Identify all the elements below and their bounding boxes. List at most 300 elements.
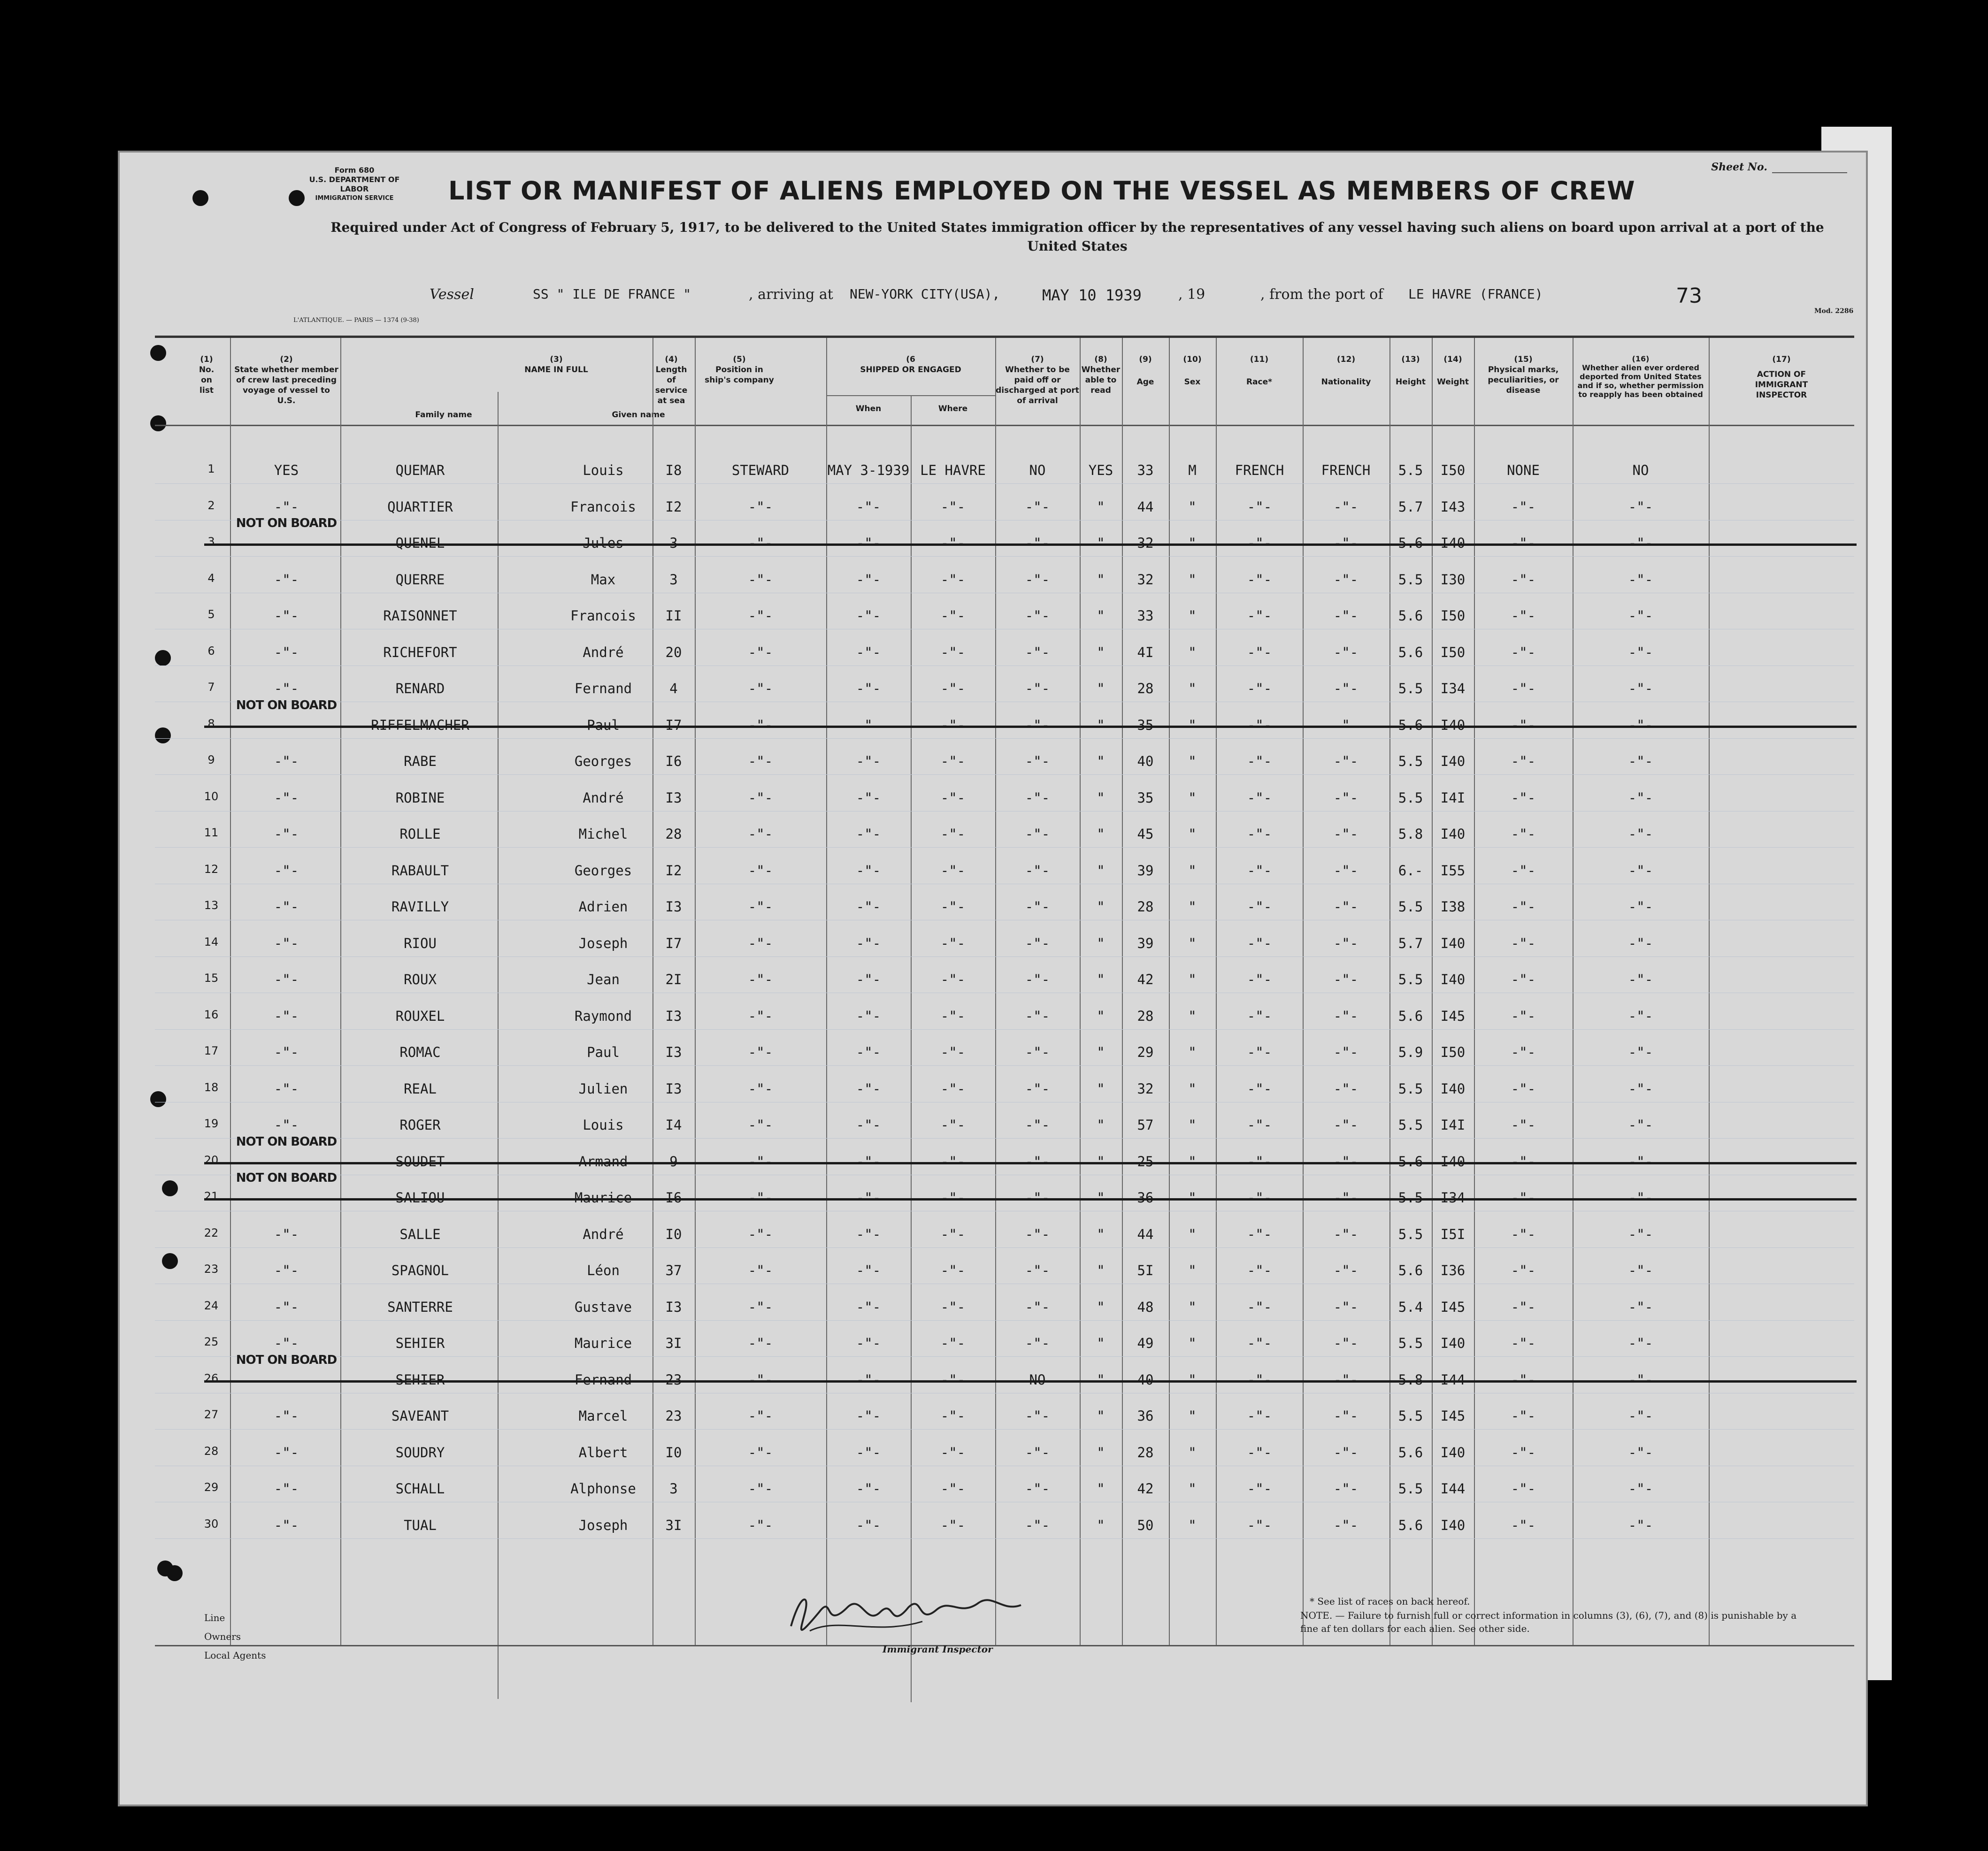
age: 28 <box>1137 899 1154 915</box>
row-number: 11 <box>204 826 219 839</box>
sex: " <box>1188 681 1197 696</box>
shipped-when: " <box>864 717 873 733</box>
race: FRENCH <box>1235 462 1284 478</box>
race: -"- <box>1247 1008 1272 1024</box>
weight: I45 <box>1440 1408 1466 1424</box>
length-of-service: 3 <box>669 535 678 551</box>
age: 35 <box>1137 789 1154 806</box>
length-of-service: I3 <box>665 789 682 806</box>
weight: I30 <box>1440 571 1466 588</box>
sex: " <box>1188 644 1197 660</box>
race: -"- <box>1247 1117 1272 1133</box>
deportation-status: -"- <box>1628 1226 1653 1242</box>
row-number: 7 <box>207 681 215 694</box>
length-of-service: 28 <box>665 826 682 842</box>
nationality: -"- <box>1333 644 1359 660</box>
row-rule <box>155 774 1854 775</box>
height: 5.6 <box>1398 535 1423 551</box>
paid-off: -"- <box>1025 899 1050 915</box>
position: -"- <box>748 1335 773 1351</box>
footer-rule <box>155 1645 1854 1646</box>
shipped-when: -"- <box>856 1517 881 1533</box>
row-rule <box>155 847 1854 848</box>
length-of-service: 3I <box>665 1335 682 1351</box>
last-voyage-status: -"- <box>274 1517 299 1533</box>
race: -"- <box>1247 1080 1272 1097</box>
shipped-when: -"- <box>856 1262 881 1278</box>
document-subtitle: Required under Act of Congress of February 5, 1917, to be delivered to the United States immigration officer by the representatives of any vessel having such aliens on board upon arrival at a port of the United States <box>330 220 1824 254</box>
last-voyage-status: -"- <box>274 644 299 660</box>
sex: " <box>1188 1080 1197 1097</box>
last-voyage-status: NOT ON BOARD <box>236 698 337 712</box>
vessel-name: SS " ILE DE FRANCE " <box>533 286 691 302</box>
position: -"- <box>748 608 773 624</box>
row-number: 12 <box>204 862 219 876</box>
height: 5.5 <box>1398 789 1423 806</box>
owners-label: Owners <box>204 1631 241 1642</box>
col-header-position: (5) Position in ship's company <box>705 355 774 385</box>
physical-marks: -"- <box>1511 571 1536 588</box>
physical-marks: -"- <box>1511 1117 1536 1133</box>
family-name: SALIOU <box>395 1190 445 1206</box>
position: STEWARD <box>731 462 790 478</box>
shipped-when: -"- <box>856 644 881 660</box>
weight: I40 <box>1440 753 1466 769</box>
nationality: -"- <box>1333 1517 1359 1533</box>
position: -"- <box>748 753 773 769</box>
given-name: Louis <box>583 462 624 478</box>
last-voyage-status: -"- <box>274 1008 299 1024</box>
given-name: Marcel <box>578 1408 628 1424</box>
row-number: 26 <box>204 1371 219 1385</box>
family-name: SCHALL <box>395 1481 445 1497</box>
deportation-status: -"- <box>1628 935 1653 951</box>
position: -"- <box>748 1153 773 1170</box>
physical-marks: -"- <box>1511 753 1536 769</box>
race: -"- <box>1247 1299 1272 1315</box>
race: -"- <box>1247 1444 1272 1461</box>
position: -"- <box>748 935 773 951</box>
able-to-read: " <box>1097 1153 1105 1170</box>
weight: I50 <box>1440 608 1466 624</box>
given-name: Raymond <box>574 1008 632 1024</box>
row-rule <box>155 1320 1854 1321</box>
manifest-sheet <box>120 153 1866 1805</box>
weight: I40 <box>1440 1080 1466 1097</box>
given-name: Armand <box>578 1153 628 1170</box>
given-name: Joseph <box>578 935 628 951</box>
shipped-where: -"- <box>940 535 966 551</box>
form-header <box>307 166 401 203</box>
height: 5.5 <box>1398 571 1423 588</box>
physical-marks: -"- <box>1511 789 1536 806</box>
given-name: Julien <box>578 1080 628 1097</box>
form-number: Form 680 <box>334 166 375 175</box>
length-of-service: 4 <box>669 681 678 696</box>
given-name: Jean <box>587 971 620 987</box>
last-voyage-status: -"- <box>274 899 299 915</box>
deportation-status: -"- <box>1628 644 1653 660</box>
physical-marks: -"- <box>1511 1335 1536 1351</box>
col-header-age: (9) Age <box>1136 355 1154 387</box>
age: 4I <box>1137 644 1154 660</box>
position: -"- <box>748 681 773 696</box>
physical-marks: -"- <box>1511 1444 1536 1461</box>
height: 5.6 <box>1398 644 1423 660</box>
deportation-status: -"- <box>1628 1335 1653 1351</box>
age: 39 <box>1137 862 1154 879</box>
length-of-service: I3 <box>665 1299 682 1315</box>
table-header-rule <box>155 425 1854 426</box>
age: 57 <box>1137 1117 1154 1133</box>
shipped-where: -"- <box>940 899 966 915</box>
col-header-shipped: (6 SHIPPED OR ENGAGED <box>860 355 961 375</box>
given-name: Fernand <box>574 1371 632 1388</box>
shipped-where: -"- <box>940 1262 966 1278</box>
nationality: -"- <box>1333 498 1359 515</box>
nationality: -"- <box>1333 1335 1359 1351</box>
length-of-service: 20 <box>665 644 682 660</box>
length-of-service: 3I <box>665 1517 682 1533</box>
deportation-status: -"- <box>1628 862 1653 879</box>
shipped-when: -"- <box>856 826 881 842</box>
last-voyage-status: -"- <box>274 571 299 588</box>
shipped-where: -"- <box>940 862 966 879</box>
col-header-nationality: (12) Nationality <box>1321 355 1371 387</box>
weight: I44 <box>1440 1481 1466 1497</box>
nationality: -"- <box>1333 571 1359 588</box>
age: 32 <box>1137 571 1154 588</box>
race: -"- <box>1247 1371 1272 1388</box>
physical-marks: -"- <box>1511 1008 1536 1024</box>
weight: I40 <box>1440 1153 1466 1170</box>
position: -"- <box>748 826 773 842</box>
last-voyage-status: -"- <box>274 935 299 951</box>
row-number: 29 <box>204 1481 219 1494</box>
able-to-read: " <box>1097 571 1105 588</box>
nationality: -"- <box>1333 535 1359 551</box>
physical-marks: -"- <box>1511 1371 1536 1388</box>
deportation-status: -"- <box>1628 1080 1653 1097</box>
weight: I45 <box>1440 1299 1466 1315</box>
able-to-read: " <box>1097 1008 1105 1024</box>
last-voyage-status: -"- <box>274 1262 299 1278</box>
row-rule <box>155 1065 1854 1066</box>
sex: " <box>1188 1444 1197 1461</box>
able-to-read: " <box>1097 608 1105 624</box>
family-name: SOUDET <box>395 1153 445 1170</box>
sex: " <box>1188 1335 1197 1351</box>
row-number: 28 <box>204 1444 219 1458</box>
weight: I50 <box>1440 1044 1466 1060</box>
family-name: RENARD <box>395 681 445 696</box>
shipped-where: -"- <box>940 753 966 769</box>
last-voyage-status: -"- <box>274 681 299 696</box>
sex: " <box>1188 1262 1197 1278</box>
weight: I44 <box>1440 1371 1466 1388</box>
shipped-where: -"- <box>940 1444 966 1461</box>
position: -"- <box>748 971 773 987</box>
last-voyage-status: -"- <box>274 608 299 624</box>
height: 5.5 <box>1398 681 1423 696</box>
nationality: -"- <box>1333 935 1359 951</box>
able-to-read: " <box>1097 535 1105 551</box>
family-name: SEHIER <box>395 1371 445 1388</box>
shipped-where: -"- <box>940 644 966 660</box>
family-name: RAVILLY <box>391 899 449 915</box>
weight: I55 <box>1440 862 1466 879</box>
length-of-service: 37 <box>665 1262 682 1278</box>
able-to-read: " <box>1097 971 1105 987</box>
age: 29 <box>1137 1044 1154 1060</box>
col-header-when: When <box>855 404 882 413</box>
nationality: -"- <box>1333 826 1359 842</box>
weight: I34 <box>1440 681 1466 696</box>
height: 5.6 <box>1398 1262 1423 1278</box>
col-header-paid-off: (7) Whether to be paid off or discharged at port of arrival <box>996 355 1079 405</box>
race: -"- <box>1247 1044 1272 1060</box>
paid-off: -"- <box>1025 1226 1050 1242</box>
length-of-service: I6 <box>665 1190 682 1206</box>
nationality: -"- <box>1333 789 1359 806</box>
last-voyage-status: NOT ON BOARD <box>236 1171 337 1185</box>
service-name: IMMIGRATION SERVICE <box>315 195 394 202</box>
position: -"- <box>748 1517 773 1533</box>
age: 32 <box>1137 1080 1154 1097</box>
shipped-when: -"- <box>856 971 881 987</box>
paid-off: NO <box>1029 462 1046 478</box>
height: 5.5 <box>1398 462 1423 478</box>
shipped-when: -"- <box>856 1117 881 1133</box>
position: -"- <box>748 789 773 806</box>
deportation-status: NO <box>1632 462 1649 478</box>
shipped-where: -"- <box>940 571 966 588</box>
sex: " <box>1188 789 1197 806</box>
length-of-service: I7 <box>665 717 682 733</box>
last-voyage-status: -"- <box>274 971 299 987</box>
shipped-where: -"- <box>940 826 966 842</box>
length-of-service: I6 <box>665 753 682 769</box>
height: 5.5 <box>1398 1335 1423 1351</box>
able-to-read: " <box>1097 1408 1105 1424</box>
given-name: Michel <box>578 826 628 842</box>
position: -"- <box>748 1117 773 1133</box>
nationality: -"- <box>1333 1408 1359 1424</box>
height: 5.5 <box>1398 1117 1423 1133</box>
family-name: SEHIER <box>395 1335 445 1351</box>
deportation-status: -"- <box>1628 1153 1653 1170</box>
row-number: 1 <box>207 462 215 475</box>
page-number: 73 <box>1676 284 1702 308</box>
able-to-read: " <box>1097 1335 1105 1351</box>
fine-note: NOTE. — Failure to furnish full or correct information in columns (3), (6), (7), and (8) is punishable by a fine af ten dollars for each alien. See other side. <box>1300 1610 1797 1634</box>
nationality: -"- <box>1333 971 1359 987</box>
last-voyage-status: -"- <box>274 1117 299 1133</box>
row-number: 9 <box>207 753 215 766</box>
column-rule <box>498 392 499 1699</box>
family-name: SAVEANT <box>391 1408 449 1424</box>
punch-hole <box>150 345 166 361</box>
shipped-when: -"- <box>856 608 881 624</box>
nationality: " <box>1342 717 1350 733</box>
sex: " <box>1188 1190 1197 1206</box>
col-header-no: (1) No. on list <box>199 355 215 395</box>
able-to-read: " <box>1097 644 1105 660</box>
position: -"- <box>748 1262 773 1278</box>
shipped-where: -"- <box>940 498 966 515</box>
weight: I40 <box>1440 535 1466 551</box>
deportation-status: -"- <box>1628 753 1653 769</box>
race: -"- <box>1247 1190 1272 1206</box>
local-agents-label: Local Agents <box>204 1650 266 1661</box>
family-name: SPAGNOL <box>391 1262 449 1278</box>
sex: " <box>1188 535 1197 551</box>
able-to-read: " <box>1097 1117 1105 1133</box>
race: -"- <box>1247 971 1272 987</box>
sex: " <box>1188 1008 1197 1024</box>
physical-marks: -"- <box>1511 498 1536 515</box>
shipped-where: -"- <box>940 1226 966 1242</box>
length-of-service: I2 <box>665 498 682 515</box>
sex: M <box>1188 462 1197 478</box>
shipped-where: -"- <box>940 1153 966 1170</box>
last-voyage-status: -"- <box>274 1444 299 1461</box>
nationality: -"- <box>1333 1008 1359 1024</box>
nationality: -"- <box>1333 608 1359 624</box>
age: 33 <box>1137 462 1154 478</box>
sex: " <box>1188 971 1197 987</box>
row-number: 22 <box>204 1226 219 1239</box>
family-name: QUARTIER <box>387 498 453 515</box>
able-to-read: " <box>1097 498 1105 515</box>
sex: " <box>1188 1117 1197 1133</box>
deportation-status: -"- <box>1628 608 1653 624</box>
length-of-service: 2I <box>665 971 682 987</box>
age: 36 <box>1137 1408 1154 1424</box>
age: 32 <box>1137 535 1154 551</box>
strike-through-line <box>204 1198 1857 1201</box>
shipped-where: -"- <box>940 1408 966 1424</box>
col-header-physical-marks: (15) Physical marks, peculiarities, or disease <box>1488 355 1559 395</box>
last-voyage-status: -"- <box>274 1226 299 1242</box>
position: -"- <box>748 1044 773 1060</box>
shipped-when: -"- <box>856 1153 881 1170</box>
family-name: RAISONNET <box>383 608 457 624</box>
sex: " <box>1188 899 1197 915</box>
weight: I4I <box>1440 1117 1466 1133</box>
given-name: Francois <box>570 498 636 515</box>
row-number: 8 <box>207 717 215 730</box>
shipped-where: -"- <box>940 1371 966 1388</box>
given-name: André <box>583 789 624 806</box>
height: 5.5 <box>1398 1226 1423 1242</box>
family-name: ROMAC <box>399 1044 441 1060</box>
race: -"- <box>1247 1262 1272 1278</box>
shipped-when: -"- <box>856 1044 881 1060</box>
nationality: -"- <box>1333 1481 1359 1497</box>
shipped-where: -"- <box>940 1335 966 1351</box>
punch-hole <box>150 415 166 431</box>
row-number: 19 <box>204 1117 219 1130</box>
row-number: 23 <box>204 1262 219 1276</box>
height: 5.5 <box>1398 1190 1423 1206</box>
shipped-when: -"- <box>856 1190 881 1206</box>
nationality: -"- <box>1333 1226 1359 1242</box>
family-name: ROLLE <box>399 826 441 842</box>
row-rule <box>155 738 1854 739</box>
age: 28 <box>1137 1444 1154 1461</box>
departure-port: LE HAVRE (FRANCE) <box>1408 286 1543 302</box>
nationality: -"- <box>1333 1299 1359 1315</box>
nationality: FRENCH <box>1321 462 1371 478</box>
shipped-where: -"- <box>940 1190 966 1206</box>
row-number: 15 <box>204 971 219 985</box>
length-of-service: 3 <box>669 571 678 588</box>
given-name: Fernand <box>574 681 632 696</box>
race: -"- <box>1247 681 1272 696</box>
position: -"- <box>748 571 773 588</box>
physical-marks: -"- <box>1511 1481 1536 1497</box>
strike-through-line <box>204 1162 1857 1164</box>
col-header-sex: (10) Sex <box>1183 355 1202 387</box>
able-to-read: " <box>1097 1262 1105 1278</box>
given-name: Alphonse <box>570 1481 636 1497</box>
last-voyage-status: -"- <box>274 1080 299 1097</box>
nationality: -"- <box>1333 1080 1359 1097</box>
able-to-read: " <box>1097 1080 1105 1097</box>
paid-off: -"- <box>1025 1517 1050 1533</box>
paid-off: -"- <box>1025 753 1050 769</box>
height: 5.6 <box>1398 608 1423 624</box>
given-name: Max <box>591 571 616 588</box>
height: 5.5 <box>1398 899 1423 915</box>
physical-marks: -"- <box>1511 935 1536 951</box>
physical-marks: -"- <box>1511 971 1536 987</box>
paid-off: -"- <box>1025 1044 1050 1060</box>
given-name: Paul <box>587 1044 620 1060</box>
age: 25 <box>1137 1153 1154 1170</box>
sex: " <box>1188 1044 1197 1060</box>
row-rule <box>155 1429 1854 1430</box>
nationality: -"- <box>1333 1262 1359 1278</box>
race: -"- <box>1247 608 1272 624</box>
sex: " <box>1188 571 1197 588</box>
last-voyage-status: NOT ON BOARD <box>236 1353 337 1367</box>
col-header-read: (8) Whether able to read <box>1081 355 1121 395</box>
sex: " <box>1188 498 1197 515</box>
physical-marks: NONE <box>1507 462 1540 478</box>
punch-hole <box>167 1565 183 1581</box>
arrival-date: MAY 10 1939 <box>1042 286 1142 304</box>
row-number: 30 <box>204 1517 219 1530</box>
shipped-where: -"- <box>940 1044 966 1060</box>
age: 44 <box>1137 498 1154 515</box>
last-voyage-status: NOT ON BOARD <box>236 1134 337 1149</box>
paid-off: -"- <box>1025 498 1050 515</box>
family-name: SOUDRY <box>395 1444 445 1461</box>
shipped-when: -"- <box>856 1481 881 1497</box>
arriving-label: , arriving at <box>749 286 833 303</box>
last-voyage-status: -"- <box>274 1335 299 1351</box>
race: -"- <box>1247 862 1272 879</box>
height: 5.5 <box>1398 971 1423 987</box>
row-number: 18 <box>204 1080 219 1094</box>
physical-marks: -"- <box>1511 1080 1536 1097</box>
shipped-when: -"- <box>856 1335 881 1351</box>
row-rule <box>155 1138 1854 1139</box>
age: 48 <box>1137 1299 1154 1315</box>
weight: I43 <box>1440 498 1466 515</box>
